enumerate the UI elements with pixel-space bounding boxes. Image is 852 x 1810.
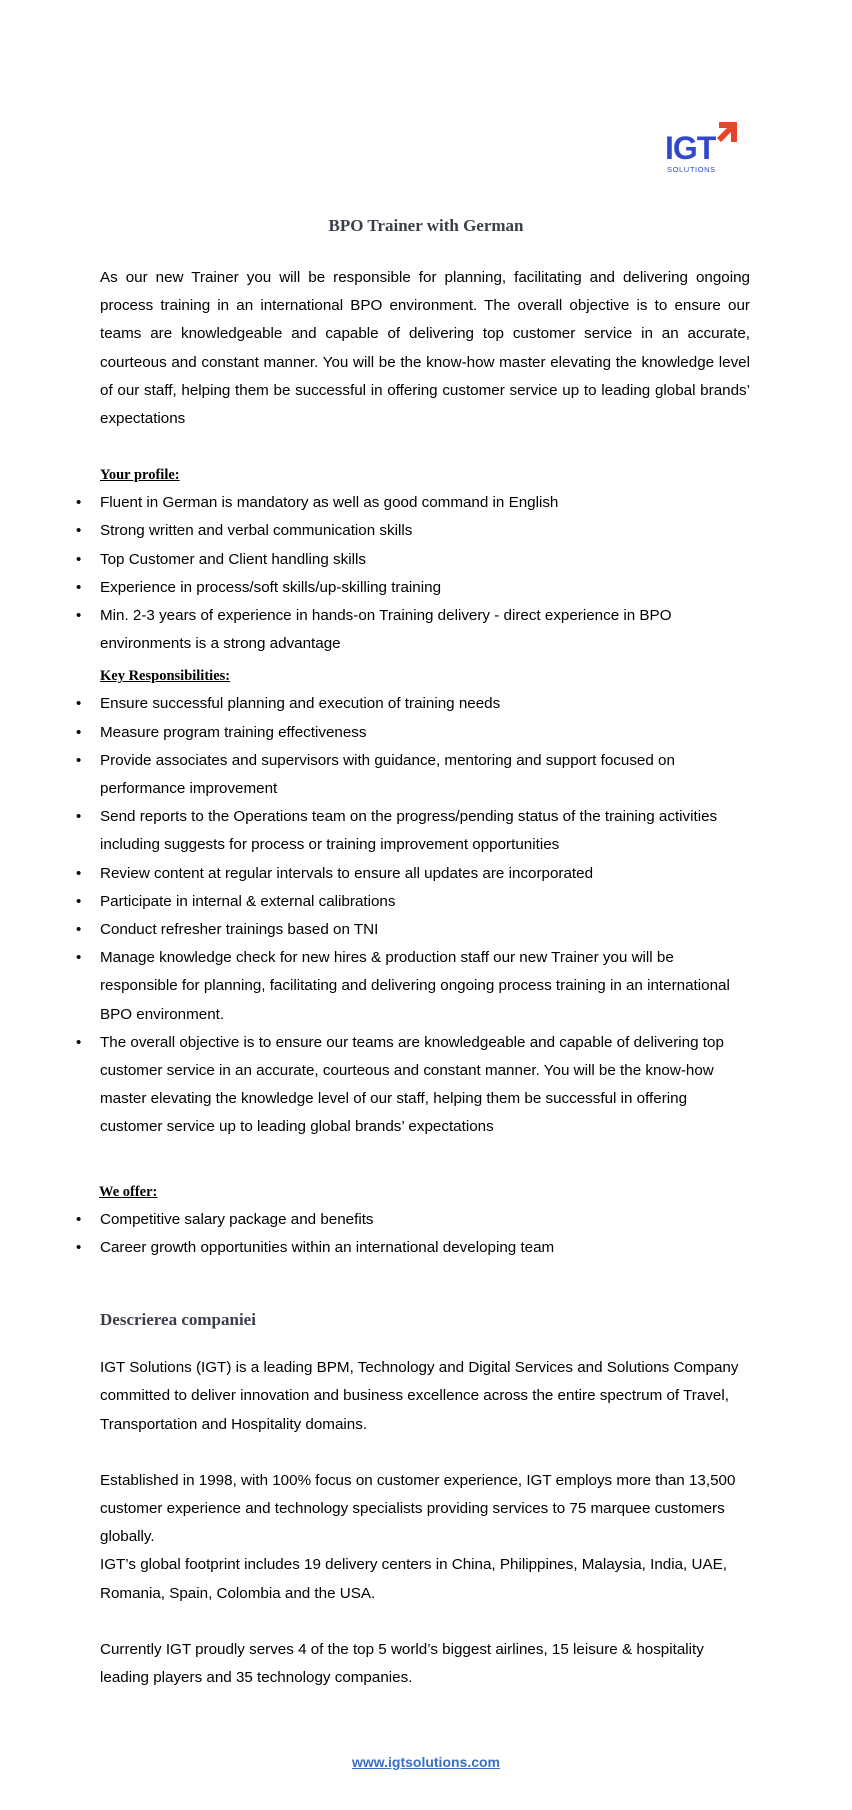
company-paragraph-2: Established in 1998, with 100% focus on customer experience, IGT employs more than 13,500 customer experience and technology specialists providing services to 75 marquee customers globally. [100,1471,736,1546]
company-heading: Descrierea companiei [100,1310,256,1330]
responsibilities-heading: Key Responsibilities: [100,668,231,685]
list-item: • Career growth opportunities within an international developing team [100,1234,750,1262]
responsibilities-list [100,690,750,1141]
list-item: • Send reports to the Operations team on the progress/pending status of the training activities including suggests for process or training improvement opportunities [100,803,750,859]
intro-paragraph: As our new Trainer you will be responsible for planning, facilitating and delivering ongoing process training in an international BPO environment. The overall objective is to ensure our teams are knowledgeable and capable of delivering top customer service in an accurate, courteous and constant manner. You will be the know-how master elevating the knowledge level of our staff, helping them be successful in offering customer service up to leading global brands’ expectations [100,269,750,428]
document-body [100,264,750,1692]
logo-tagline: SOLUTIONS [667,165,716,174]
list-item: • Ensure successful planning and execution of training needs [100,690,750,718]
list-item: • Fluent in German is mandatory as well as good command in English [100,489,750,517]
list-item: • Participate in internal & external calibrations [100,888,750,916]
website-link[interactable]: www.igtsolutions.com [351,1754,501,1770]
offer-list [100,1206,750,1262]
list-item: • Strong written and verbal communication skills [100,517,750,545]
company-paragraph-4: Currently IGT proudly serves 4 of the top 5 world’s biggest airlines, 15 leisure & hospitality leading players and 35 technology companies. [100,1640,704,1686]
profile-list [100,489,750,658]
list-item: • Measure program training effectiveness [100,719,750,747]
list-item: • Top Customer and Client handling skills [100,546,750,574]
list-item: • The overall objective is to ensure our teams are knowledgeable and capable of delivering top customer service in an accurate, courteous and constant manner. You will be the know-how master elevating the knowledge level of our staff, helping them be successful in offering customer service up to leading global brands’ expectations [100,1029,750,1142]
list-item: • Review content at regular intervals to ensure all updates are incorporated [100,860,750,888]
company-paragraph-1: IGT Solutions (IGT) is a leading BPM, Technology and Digital Services and Solutions Company committed to deliver innovation and business excellence across the entire spectrum of Travel, Transportation and Hospitality domains. [100,1359,739,1433]
list-item: • Min. 2-3 years of experience in hands-on Training delivery - direct experience in BPO environments is a strong advantage [100,602,750,658]
list-item: • Manage knowledge check for new hires & production staff our new Trainer you will be responsible for planning, facilitating and delivering ongoing process training in an international BPO environment. [100,944,750,1029]
list-item: • Competitive salary package and benefits [100,1206,750,1234]
list-item: • Conduct refresher trainings based on TNI [100,916,750,944]
profile-heading: Your profile: [100,467,180,484]
page-title: BPO Trainer with German [328,216,524,235]
list-item: • Provide associates and supervisors with guidance, mentoring and support focused on performance improvement [100,747,750,803]
company-paragraph-3: IGT’s global footprint includes 19 delivery centers in China, Philippines, Malaysia, India, UAE, Romania, Spain, Colombia and the USA. [100,1556,727,1602]
offer-heading: We offer: [99,1183,158,1200]
list-item: • Experience in process/soft skills/up-skilling training [100,574,750,602]
igt-logo [663,118,747,176]
logo-brand: IGT [665,130,716,166]
